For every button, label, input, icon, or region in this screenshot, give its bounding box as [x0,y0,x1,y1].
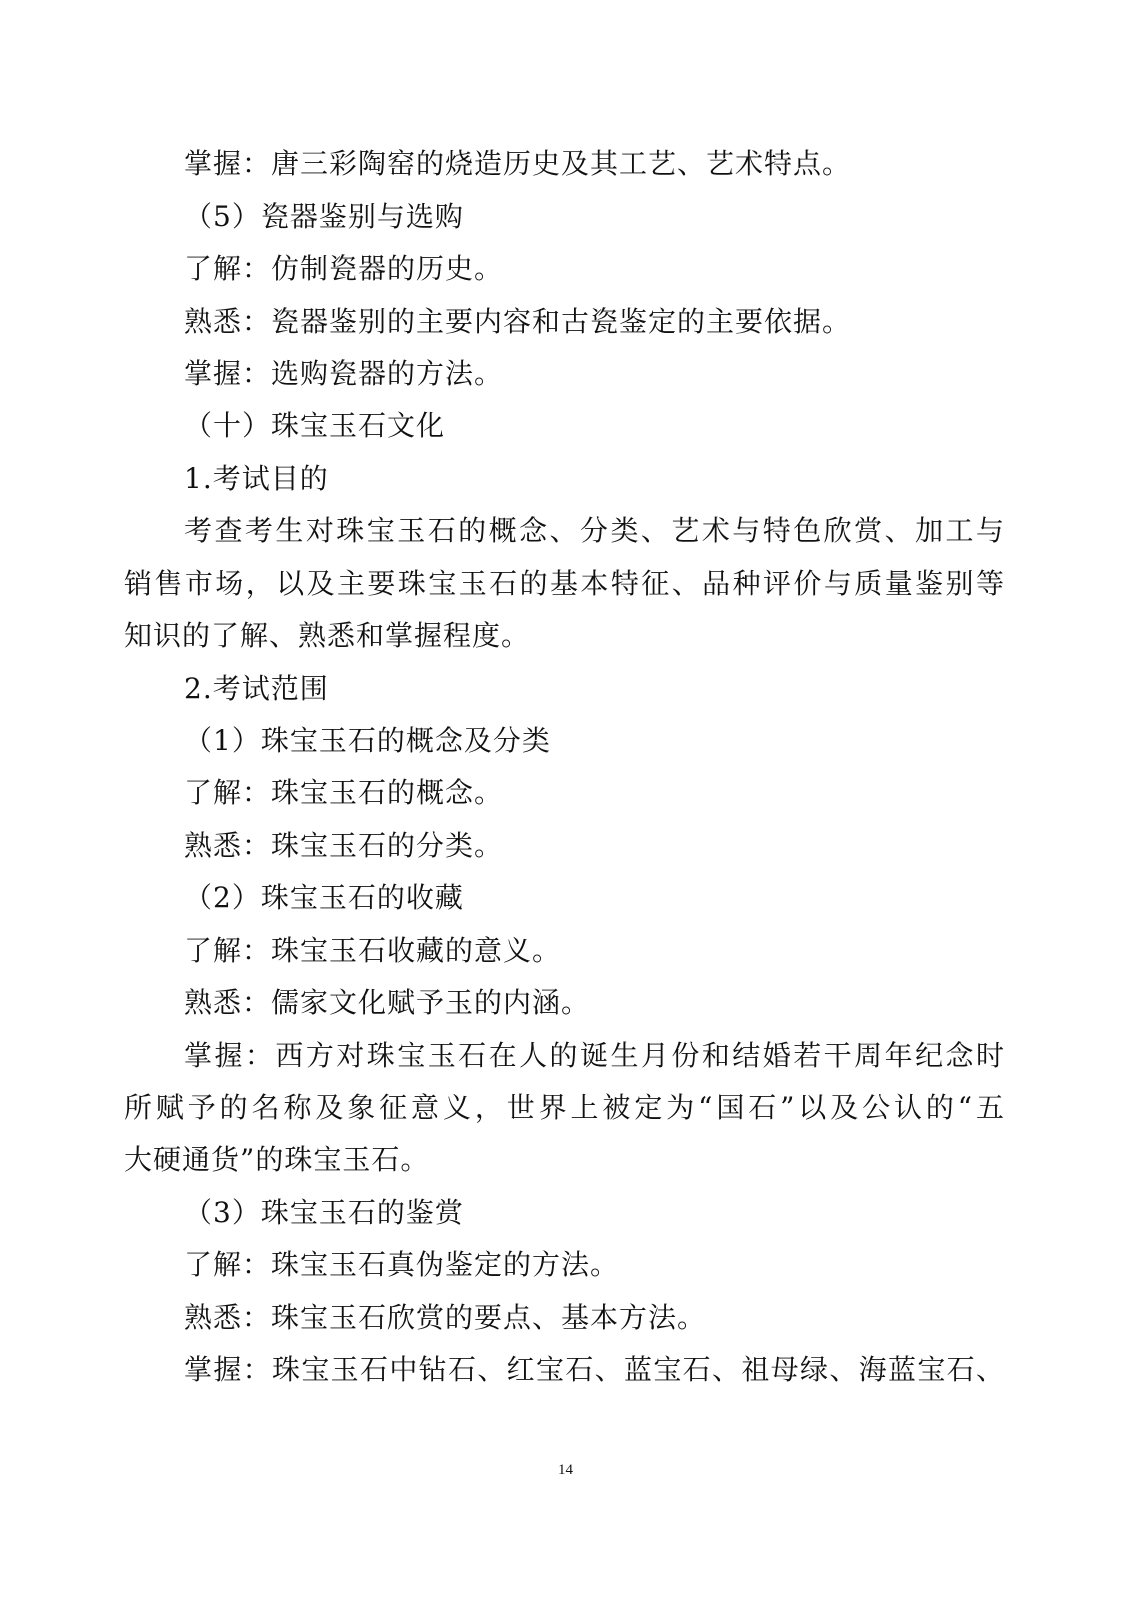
subsection-heading: （5）瓷器鉴别与选购 [184,200,464,233]
text-line: 熟悉：瓷器鉴别的主要内容和古瓷鉴定的主要依据。 [184,305,852,338]
text-line: 了解：珠宝玉石收藏的意义。 [184,934,562,967]
text-line: 熟悉：珠宝玉石欣赏的要点、基本方法。 [184,1301,707,1334]
text-line: 掌握：珠宝玉石中钻石、红宝石、蓝宝石、祖母绿、海蓝宝石、 [184,1353,1004,1386]
text-line: 了解：仿制瓷器的历史。 [184,252,504,285]
section-heading: （十）珠宝玉石文化 [184,409,446,442]
text-line: 熟悉：儒家文化赋予玉的内涵。 [184,986,591,1019]
page-number: 14 [558,1462,573,1478]
item-heading: 1.考试目的 [184,462,329,495]
text-line: 了解：珠宝玉石的概念。 [184,776,504,809]
text-line: 所赋予的名称及象征意义，世界上被定为“国石”以及公认的“五 [124,1091,1004,1124]
text-line: 了解：珠宝玉石真伪鉴定的方法。 [184,1248,620,1281]
text-line: 掌握：选购瓷器的方法。 [184,357,504,390]
text-line: 大硬通货”的珠宝玉石。 [124,1143,430,1176]
subsection-heading: （1）珠宝玉石的概念及分类 [184,724,551,757]
text-line: 熟悉：珠宝玉石的分类。 [184,829,504,862]
text-line: 掌握：西方对珠宝玉石在人的诞生月份和结婚若干周年纪念时 [184,1039,1004,1072]
subsection-heading: （3）珠宝玉石的鉴赏 [184,1196,464,1229]
item-heading: 2.考试范围 [184,672,329,705]
text-line: 销售市场，以及主要珠宝玉石的基本特征、品种评价与质量鉴别等 [124,567,1004,600]
text-line: 掌握：唐三彩陶窑的烧造历史及其工艺、艺术特点。 [184,147,852,180]
text-line: 考查考生对珠宝玉石的概念、分类、艺术与特色欣赏、加工与 [184,514,1004,547]
text-line: 知识的了解、熟悉和掌握程度。 [124,619,531,652]
subsection-heading: （2）珠宝玉石的收藏 [184,881,464,914]
